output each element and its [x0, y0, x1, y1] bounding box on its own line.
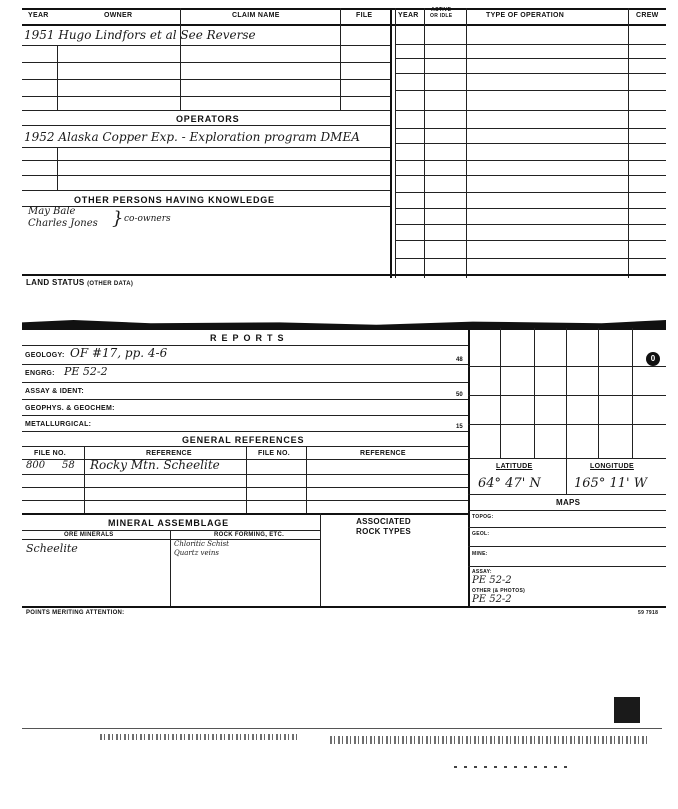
- others-title: OTHER PERSONS HAVING KNOWLEDGE: [74, 195, 275, 205]
- owner-entry: 1951 Hugo Lindfors et al See Reverse: [24, 28, 256, 42]
- header-type-of-operation: TYPE OF OPERATION: [486, 12, 565, 19]
- assay-num: 50: [456, 392, 463, 398]
- other-photos-label: OTHER (& PHOTOS): [472, 588, 526, 594]
- associated-rock-types: ASSOCIATED ROCK TYPES: [356, 517, 412, 536]
- latitude-label: LATITUDE: [496, 463, 533, 470]
- geol-label: GEOL:: [472, 531, 490, 537]
- operators-title: OPERATORS: [176, 114, 240, 124]
- engrg-value: PE 52-2: [64, 365, 108, 378]
- gr-reference: Rocky Mtn. Scheelite: [90, 458, 220, 472]
- general-references-title: GENERAL REFERENCES: [182, 435, 305, 445]
- land-status-label: LAND STATUS (OTHER DATA): [26, 278, 134, 287]
- latitude-value: 64° 47' N: [478, 476, 541, 491]
- others-note: co-owners: [124, 214, 171, 224]
- ore-value: Scheelite: [26, 542, 78, 555]
- form-number: 59 7918: [638, 610, 659, 616]
- others-name-2: Charles Jones: [28, 218, 98, 229]
- operator-entry: 1952 Alaska Copper Exp. - Exploration program DMEA: [24, 130, 360, 144]
- assay-label: ASSAY:: [472, 569, 492, 575]
- header-claim-name: CLAIM NAME: [232, 12, 280, 19]
- longitude-label: LONGITUDE: [590, 463, 634, 470]
- rock-value-2: Quartz veins: [174, 549, 219, 557]
- gr-file-no-header-2: FILE NO.: [258, 450, 290, 457]
- geophys-label: GEOPHYS. & GEOCHEM:: [25, 405, 115, 412]
- mineral-assemblage-title: MINERAL ASSEMBLAGE: [108, 518, 229, 528]
- geology-value: OF #17, pp. 4-6: [70, 346, 168, 360]
- header-year-2: YEAR: [398, 12, 419, 19]
- gr-reference-header: REFERENCE: [146, 450, 192, 457]
- header-year: YEAR: [28, 12, 49, 19]
- geology-num: 48: [456, 357, 463, 363]
- ore-minerals-header: ORE MINERALS: [64, 532, 114, 538]
- maps-title: MAPS: [556, 498, 581, 507]
- assay-ident-label: ASSAY & IDENT:: [25, 388, 85, 395]
- geology-label: GEOLOGY:: [25, 352, 65, 359]
- gr-file-num: 58: [62, 460, 75, 471]
- rock-forming-header: ROCK FORMING, ETC.: [214, 532, 285, 538]
- assay-map-value: PE 52-2: [472, 575, 512, 586]
- header-owner: OWNER: [104, 12, 133, 19]
- grid-mark: 0: [646, 352, 660, 366]
- engrg-label: ENGRG:: [25, 370, 55, 377]
- header-file: FILE: [356, 12, 373, 19]
- metallurgical-num: 15: [456, 424, 463, 430]
- rock-value-1: Chloritic Schist: [174, 540, 229, 548]
- gr-reference-header-2: REFERENCE: [360, 450, 406, 457]
- others-name-1: May Bale: [28, 206, 76, 217]
- mine-label: MINE:: [472, 551, 488, 557]
- others-brace: }: [112, 208, 124, 229]
- points-label: POINTS MERITING ATTENTION:: [26, 610, 125, 616]
- other-map-value: PE 52-2: [472, 594, 512, 605]
- topog-label: TOPOG:: [472, 514, 494, 520]
- header-active-idle: ACTIVE OR IDLE: [430, 7, 453, 19]
- longitude-value: 165° 11' W: [574, 476, 648, 491]
- header-crew: CREW: [636, 12, 659, 19]
- metallurgical-label: METALLURGICAL:: [25, 421, 92, 428]
- reports-title: REPORTS: [210, 333, 289, 343]
- gr-file-no-header: FILE NO.: [34, 450, 66, 457]
- gr-file-no: 800: [26, 460, 46, 471]
